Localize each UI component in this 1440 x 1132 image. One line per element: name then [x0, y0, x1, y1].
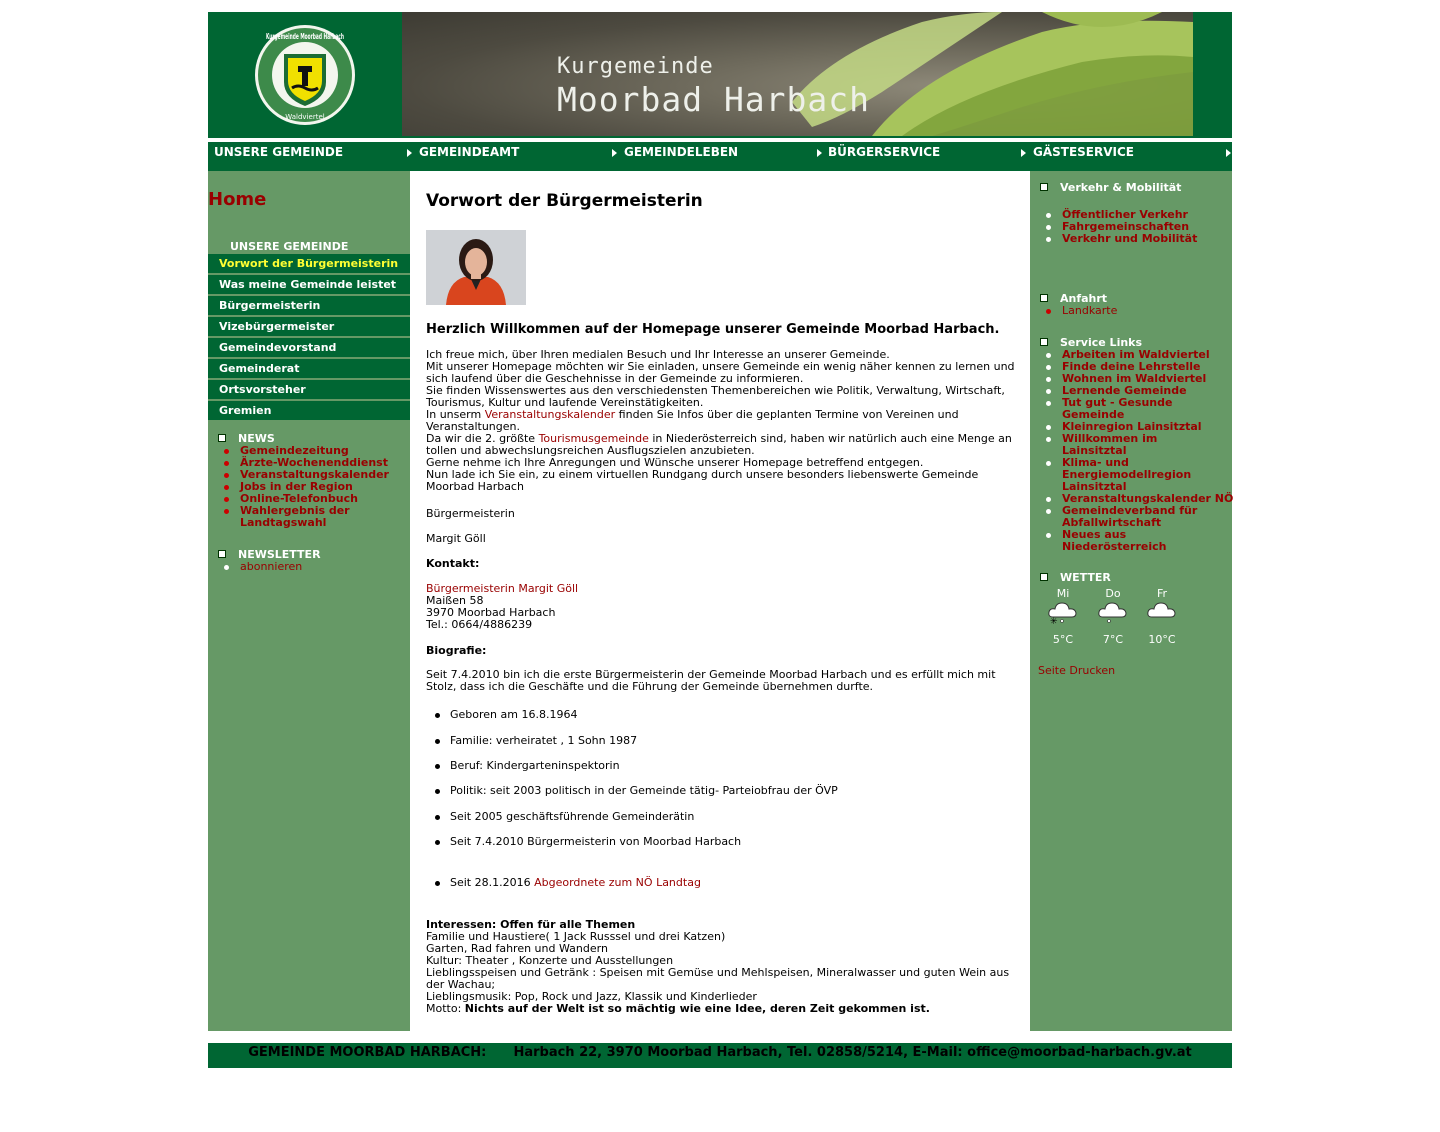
verkehr-link[interactable]: Verkehr und Mobilität	[1040, 233, 1232, 245]
sidebar-item-buergermeisterin[interactable]	[208, 296, 410, 315]
arrow-right-icon	[407, 149, 412, 157]
banner-title: Moorbad Harbach	[557, 80, 871, 119]
site-footer	[208, 1043, 1232, 1068]
bio-item: Familie: verheiratet , 1 Sohn 1987	[426, 734, 637, 747]
sidebar-item-gremien[interactable]	[208, 401, 410, 420]
cloud-snow-icon	[1048, 599, 1078, 625]
bio-item: Politik: seit 2003 politisch in der Gemeinde tätig- Parteiobfrau der ÖVP	[426, 784, 838, 797]
cloud-rain-icon	[1098, 599, 1128, 625]
nav-label: GEMEINDEAMT	[419, 145, 520, 159]
landtag-link[interactable]: Abgeordnete zum NÖ Landtag	[534, 876, 701, 889]
mayor-photo	[426, 230, 526, 305]
interest-line: Kultur: Theater , Konzerte und Ausstellungen	[426, 954, 674, 967]
sidebar-item-leistungen[interactable]	[208, 275, 410, 294]
weather-temp: 7°C	[1102, 633, 1124, 646]
service-link[interactable]: Gemeindeverband für Abfallwirtschaft	[1040, 505, 1202, 529]
section-box-icon	[1040, 294, 1048, 302]
nav-buergerservice[interactable]	[822, 142, 1026, 173]
contact-city: 3970 Moorbad Harbach	[426, 606, 556, 619]
nav-unsere-gemeinde[interactable]	[208, 142, 412, 173]
weather-heading: WETTER	[1060, 571, 1111, 584]
landkarte-link[interactable]: Landkarte	[1040, 305, 1232, 317]
weather-temp: 5°C	[1052, 633, 1074, 646]
svg-text:✳: ✳	[1050, 617, 1058, 627]
contact-heading: Kontakt:	[426, 557, 480, 570]
intro-line: Ich freue mich, über Ihren medialen Besuch und Ihr Interesse an unserer Gemeinde.	[426, 348, 890, 361]
nav-gaesteservice[interactable]	[1027, 142, 1231, 173]
news-heading: NEWS	[238, 432, 275, 445]
sidebar-item-label: Bürgermeisterin	[219, 299, 321, 312]
bio-item: Seit 7.4.2010 Bürgermeisterin von Moorbad Harbach	[426, 835, 741, 848]
sidebar-item-label: Was meine Gemeinde leistet	[219, 278, 397, 291]
logo-ring-text: Kurgemeinde Moorbad Harbach	[266, 32, 345, 41]
service-link[interactable]: Klima- und Energiemodellregion Lainsitztal	[1040, 457, 1192, 493]
news-list	[218, 445, 408, 529]
contact-tel: Tel.: 0664/4886239	[426, 618, 533, 631]
intro-line: Nun lade ich Sie ein, zu einem virtuellen Rundgang durch unsere besonders liebenswerte Gemeinde Moorbad Harbach	[426, 468, 979, 493]
bio-text: Seit 7.4.2010 bin ich die erste Bürgermeisterin der Gemeinde Moorbad Harbach und es erfüllt mich mit Stolz, dass ich die Geschäfte und die Führung der Gemeinde übernehmen durfte.	[426, 668, 996, 693]
service-link[interactable]: Lernende Gemeinde	[1040, 385, 1232, 397]
service-link[interactable]: Willkommen im Lainsitztal	[1040, 433, 1162, 457]
bio-item	[426, 876, 701, 889]
main-navigation	[208, 140, 1232, 173]
verkehr-link[interactable]: Fahrgemeinschaften	[1040, 221, 1232, 233]
news-item[interactable]: Ärzte-Wochenenddienst	[218, 457, 408, 469]
section-box-icon	[218, 434, 226, 442]
sidebar-item-gemeindevorstand[interactable]	[208, 338, 410, 357]
intro-line: Gerne nehme ich Ihre Anregungen und Wünsche unserer Homepage betreffend entgegen.	[426, 456, 924, 469]
home-link[interactable]: Home	[208, 189, 267, 210]
sidebar-section-heading: UNSERE GEMEINDE	[230, 240, 349, 253]
anfahrt-list	[1040, 305, 1232, 317]
sidebar-item-label: Gremien	[219, 404, 272, 417]
interest-line: Garten, Rad fahren und Wandern	[426, 942, 608, 955]
service-link[interactable]: Neues aus Niederösterreich	[1040, 529, 1182, 553]
sidebar-item-label: Ortsvorsteher	[219, 383, 306, 396]
intro-line: Mit unserer Homepage möchten wir Sie einladen, unsere Gemeinde ein wenig näher kennen zu lernen und sich laufend über die Geschehnisse in der Gemeinde zu informieren.	[426, 360, 1015, 385]
header-banner	[402, 12, 1193, 136]
intro-line	[426, 433, 1021, 457]
interests-block	[426, 919, 1021, 1015]
bio-item: Beruf: Kindergarteninspektorin	[426, 759, 620, 772]
verkehr-heading: Verkehr & Mobilität	[1060, 181, 1182, 194]
tourismusgemeinde-link[interactable]: Tourismusgemeinde	[538, 432, 649, 445]
sidebar-item-label: Gemeindevorstand	[219, 341, 337, 354]
news-item[interactable]: Online-Telefonbuch	[218, 493, 408, 505]
text: Da wir die 2. größte	[426, 432, 539, 445]
nav-gemeindeamt[interactable]	[413, 142, 617, 173]
weather-day: Do	[1105, 587, 1121, 600]
text: finden Sie Infos über die geplanten Termine von Vereinen und Veranstaltungen.	[426, 408, 959, 433]
logo-bottom-text: Waldviertel	[285, 113, 325, 121]
banner-subtitle: Kurgemeinde	[557, 54, 714, 79]
motto-line	[426, 1003, 1021, 1015]
arrow-right-icon	[1226, 149, 1231, 157]
news-item[interactable]: Gemeindezeitung	[218, 445, 408, 457]
footer-org: GEMEINDE MOORBAD HARBACH:	[248, 1045, 487, 1060]
service-link[interactable]: Tut gut - Gesunde Gemeinde	[1040, 397, 1182, 421]
service-link[interactable]: Veranstaltungskalender NÖ	[1040, 493, 1232, 505]
intro-line	[426, 409, 1021, 433]
signature-role: Bürgermeisterin	[426, 507, 515, 520]
news-item[interactable]: Veranstaltungskalender	[218, 469, 408, 481]
bio-heading: Biografie:	[426, 644, 487, 657]
news-item[interactable]: Jobs in der Region	[218, 481, 408, 493]
sidebar-item-gemeinderat[interactable]	[208, 359, 410, 378]
arrow-right-icon	[612, 149, 617, 157]
newsletter-subscribe-link[interactable]: abonnieren	[218, 561, 408, 573]
nav-label: GÄSTESERVICE	[1033, 145, 1134, 159]
service-links-heading: Service Links	[1060, 336, 1143, 349]
arrow-right-icon	[1021, 149, 1026, 157]
text: Seit 28.1.2016	[450, 876, 535, 889]
news-item[interactable]: Wahlergebnis der Landtagswahl	[218, 505, 370, 529]
page-title: Vorwort der Bürgermeisterin	[426, 191, 703, 211]
veranstaltungskalender-link[interactable]: Veranstaltungskalender	[484, 408, 616, 421]
sidebar-item-vizebuergermeister[interactable]	[208, 317, 410, 336]
motto-label: Motto:	[426, 1002, 465, 1015]
text: in Niederösterreich sind, haben wir natürlich auch eine Menge an tollen und abwechslungsreichen Ausflugszielen anzubieten.	[426, 432, 1012, 457]
anfahrt-heading: Anfahrt	[1060, 292, 1108, 305]
interest-line: Lieblingsspeisen und Getränk : Speisen mit Gemüse und Mehlspeisen, Mineralwasser und guten Wein aus der Wachau;	[426, 966, 1010, 991]
sidebar-item-vorwort[interactable]	[208, 254, 410, 273]
municipality-logo[interactable]	[254, 24, 356, 126]
sidebar-item-ortsvorsteher[interactable]	[208, 380, 410, 399]
intro-text	[426, 349, 1021, 493]
bio-item: Geboren am 16.8.1964	[426, 708, 577, 721]
signature-name: Margit Göll	[426, 532, 486, 545]
footer-address: Harbach 22, 3970 Moorbad Harbach, Tel. 02858/5214, E-Mail: office@moorbad-harbach.gv.at	[513, 1045, 1192, 1060]
nav-gemeindeleben[interactable]	[618, 142, 822, 173]
nav-label: UNSERE GEMEINDE	[214, 145, 344, 159]
contact-block	[426, 583, 1021, 631]
nav-label: GEMEINDELEBEN	[624, 145, 739, 159]
section-box-icon	[218, 550, 226, 558]
cloud-icon	[1147, 599, 1177, 625]
interest-line: Lieblingsmusik: Pop, Rock und Jazz, Klassik und Kinderlieder	[426, 990, 757, 1003]
sidebar-item-label: Gemeinderat	[219, 362, 300, 375]
right-sidebar	[1030, 171, 1232, 1031]
service-link[interactable]: Kleinregion Lainsitztal	[1040, 421, 1232, 433]
interests-heading: Interessen: Offen für alle Themen	[426, 918, 636, 931]
weather-day: Fr	[1156, 587, 1168, 600]
welcome-heading: Herzlich Willkommen auf der Homepage unserer Gemeinde Moorbad Harbach.	[426, 322, 1000, 337]
newsletter-list	[218, 561, 408, 573]
interest-line: Familie und Haustiere( 1 Jack Russsel und drei Katzen)	[426, 930, 726, 943]
service-link[interactable]: Wohnen im Waldviertel	[1040, 373, 1232, 385]
intro-line: Sie finden Wissenswertes aus den verschiedensten Themenbereichen wie Politik, Verwaltung, Wirtschaft, Tourismus, Kultur und laufende Vereinstätigkeiten.	[426, 384, 1005, 409]
service-links-list	[1040, 349, 1232, 553]
section-box-icon	[1040, 338, 1048, 346]
contact-street: Maißen 58	[426, 594, 484, 607]
sidebar-item-label: Vorwort der Bürgermeisterin	[219, 257, 399, 270]
newsletter-heading: NEWSLETTER	[238, 548, 321, 561]
text: In unserm	[426, 408, 485, 421]
section-box-icon	[1040, 183, 1048, 191]
bio-item: Seit 2005 geschäftsführende Gemeinderätin	[426, 810, 694, 823]
service-link[interactable]: Arbeiten im Waldviertel	[1040, 349, 1232, 361]
print-page-link[interactable]: Seite Drucken	[1038, 664, 1116, 677]
section-box-icon	[1040, 573, 1048, 581]
contact-mayor-link[interactable]: Bürgermeisterin Margit Göll	[426, 582, 579, 595]
verkehr-list	[1040, 209, 1232, 245]
site-header	[208, 12, 1232, 138]
nav-label: BÜRGERSERVICE	[828, 145, 941, 159]
sidebar-item-label: Vizebürgermeister	[219, 320, 335, 333]
service-link[interactable]: Finde deine Lehrstelle	[1040, 361, 1232, 373]
main-content	[410, 171, 1030, 1031]
left-sidebar	[208, 171, 410, 1031]
weather-temp: 10°C	[1148, 633, 1176, 646]
verkehr-link[interactable]: Öffentlicher Verkehr	[1040, 209, 1232, 221]
weather-day: Mi	[1056, 587, 1070, 600]
motto-text: Nichts auf der Welt ist so mächtig wie eine Idee, deren Zeit gekommen ist.	[464, 1002, 930, 1015]
